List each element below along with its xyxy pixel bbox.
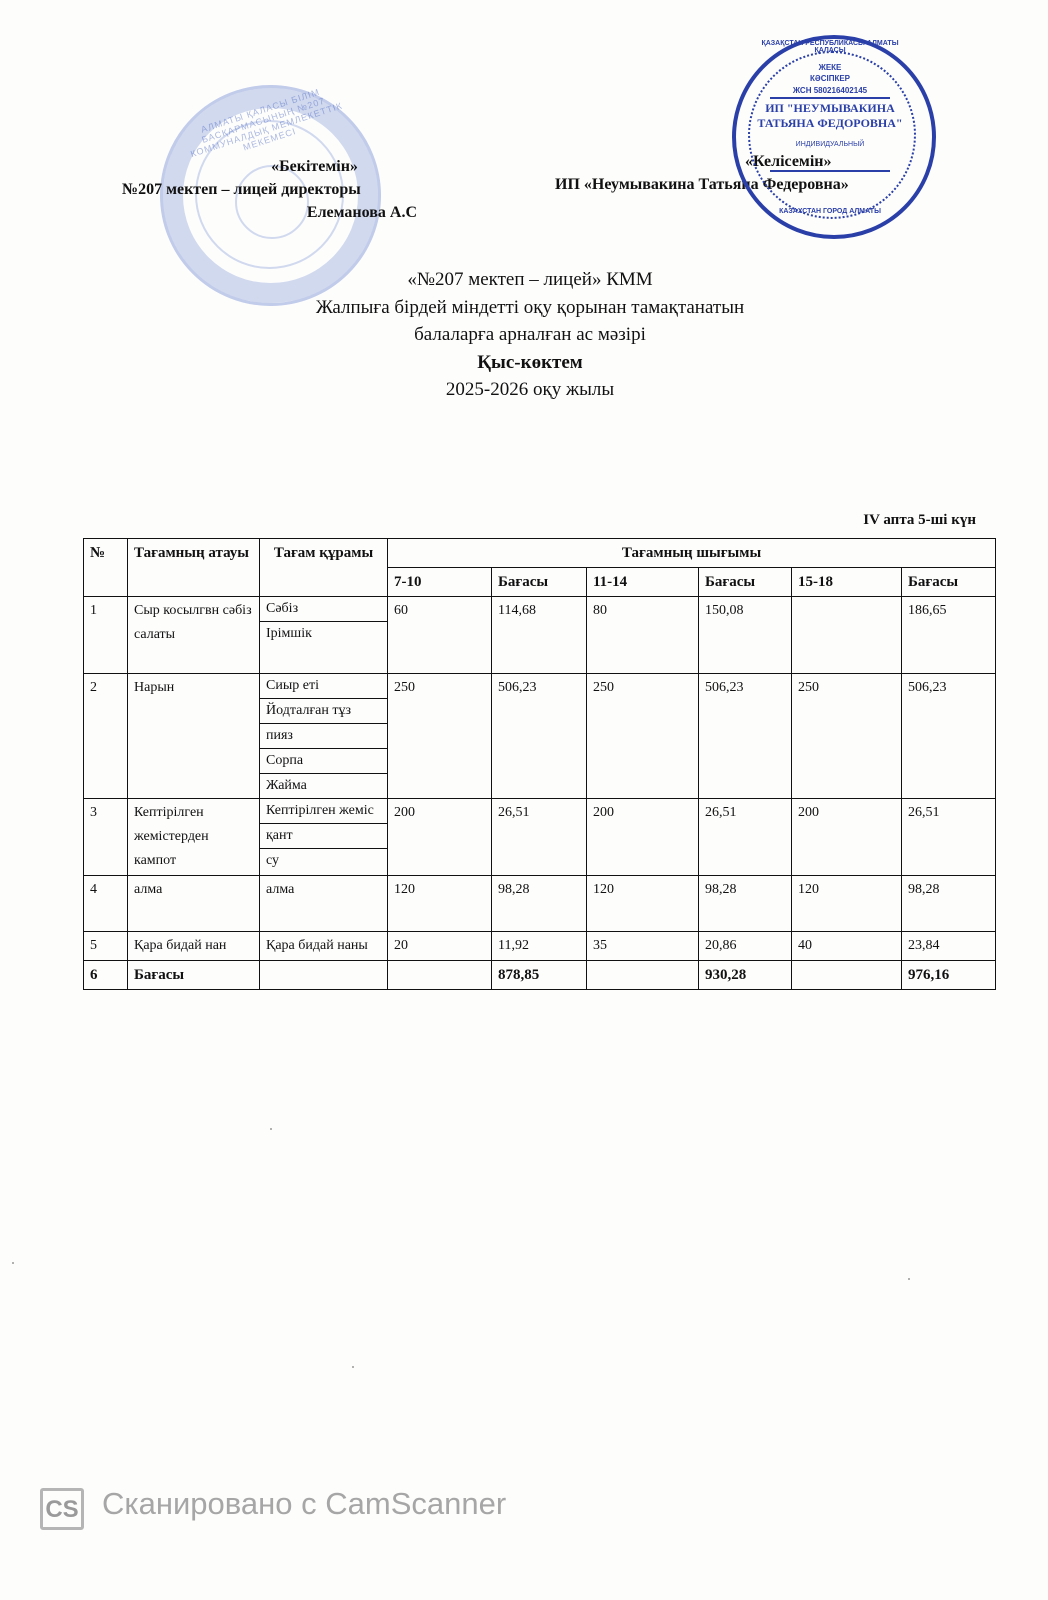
row-num: 1: [84, 597, 128, 674]
table-row: [84, 799, 996, 876]
camscanner-watermark: Сканировано с CamScanner: [102, 1486, 507, 1521]
price-7-10: 98,28: [492, 876, 587, 932]
supplier-stamp-edge-bottom: КАЗАХСТАН ГОРОД АЛМАТЫ: [779, 208, 881, 215]
grams-11-14: 35: [587, 932, 699, 961]
price-11-14: 506,23: [699, 674, 792, 799]
ingredient: Қара бидай наны: [260, 932, 388, 961]
dish-name: Нарын: [128, 674, 260, 799]
stamp-text: ЖЕКЕ: [818, 63, 842, 72]
title-line-1: Жалпыға бірдей міндетті оқу қорынан тамақтанатын: [315, 296, 745, 318]
price-7-10: 26,51: [492, 799, 587, 876]
week-day-label: IV апта 5-ші күн: [863, 512, 976, 528]
grams-15-18: [792, 597, 902, 674]
ingredient: пияз: [260, 724, 387, 749]
ingredient: алма: [260, 876, 388, 932]
row-num: 5: [84, 932, 128, 961]
header-num: №: [84, 539, 128, 597]
table-row: [84, 674, 996, 799]
empty-cell: [792, 961, 902, 990]
school-year: 2025-2026 оқу жылы: [445, 379, 615, 400]
ingredient: Йодталған тұз: [260, 699, 387, 724]
price-11-14: 26,51: [699, 799, 792, 876]
empty-cell: [260, 961, 388, 990]
price-7-10: 11,92: [492, 932, 587, 961]
stamp-divider: [770, 170, 890, 172]
header-price: Бағасы: [492, 568, 587, 597]
total-price-7-10: 878,85: [492, 961, 587, 990]
header-age-15-18: 15-18: [792, 568, 902, 597]
ingredient: Сәбіз: [260, 597, 387, 622]
price-15-18: 23,84: [902, 932, 996, 961]
total-price-11-14: 930,28: [699, 961, 792, 990]
stamp-text: КӘСІПКЕР: [810, 74, 850, 83]
scan-speck: [270, 1128, 272, 1130]
grams-7-10: 120: [388, 876, 492, 932]
dish-name: Сыр косылгвн сәбіз салаты: [128, 597, 260, 674]
price-7-10: 506,23: [492, 674, 587, 799]
supplier-stamp-edge-top: ҚАЗАҚСТАН РЕСПУБЛИКАСЫ АЛМАТЫ ҚАЛАСЫ: [761, 40, 899, 54]
total-label: Бағасы: [128, 961, 260, 990]
ingredients: [260, 597, 388, 674]
price-15-18: 26,51: [902, 799, 996, 876]
grams-11-14: 200: [587, 799, 699, 876]
agreement-supplier: ИП «Неумывакина Татьяна Федеровна»: [555, 176, 849, 193]
empty-cell: [587, 961, 699, 990]
grams-7-10: 20: [388, 932, 492, 961]
ingredient: қант: [260, 824, 387, 849]
header-age-7-10: 7-10: [388, 568, 492, 597]
price-11-14: 20,86: [699, 932, 792, 961]
dish-name: алма: [128, 876, 260, 932]
table-total-row: [84, 961, 996, 990]
dish-name: Кептірілген жемістерден кампот: [128, 799, 260, 876]
ingredient: су: [266, 853, 280, 868]
price-15-18: 98,28: [902, 876, 996, 932]
scan-speck: [12, 1262, 14, 1264]
row-num: 6: [84, 961, 128, 990]
table-row: [84, 597, 996, 674]
empty-cell: [388, 961, 492, 990]
header-age-11-14: 11-14: [587, 568, 699, 597]
ingredient: Ірімшік: [266, 626, 312, 641]
stamp-name: ИП "НЕУМЫВАКИНА: [765, 101, 895, 115]
ingredient: Жайма: [266, 778, 307, 793]
scan-speck: [352, 1366, 354, 1368]
season: Қыс-көктем: [477, 351, 583, 373]
price-7-10: 114,68: [492, 597, 587, 674]
table-row: [84, 876, 996, 932]
grams-15-18: 40: [792, 932, 902, 961]
grams-15-18: 200: [792, 799, 902, 876]
row-num: 2: [84, 674, 128, 799]
ingredient: Кептірілген жеміс: [260, 799, 387, 824]
ingredients: [260, 674, 388, 799]
grams-15-18: 120: [792, 876, 902, 932]
ingredient: Сиыр еті: [260, 674, 387, 699]
grams-7-10: 60: [388, 597, 492, 674]
table-header-row: [84, 539, 996, 568]
row-num: 3: [84, 799, 128, 876]
approval-signer: Елеманова А.С: [306, 204, 417, 221]
grams-7-10: 250: [388, 674, 492, 799]
grams-15-18: 250: [792, 674, 902, 799]
approval-block-left: [122, 155, 462, 224]
stamp-name: ТАТЬЯНА ФЕДОРОВНА": [757, 116, 903, 130]
stamp-iin: ЖСН 580216402145: [792, 86, 868, 95]
school-stamp-text: АЛМАТЫ ҚАЛАСЫ БІЛІМ БАСҚАРМАСЫНЫҢ №207 КОММУНАЛДЫҚ МЕМЛЕКЕТТІК МЕКЕМЕСІ: [189, 86, 344, 160]
agreement-title: «Келісемін»: [745, 153, 832, 170]
ingredients: [260, 799, 388, 876]
approval-title: «Бекітемін»: [271, 158, 358, 175]
header-price: Бағасы: [699, 568, 792, 597]
header-name: Тағамның атауы: [128, 539, 260, 597]
grams-7-10: 200: [388, 799, 492, 876]
supplier-stamp-content: [752, 62, 908, 148]
row-num: 4: [84, 876, 128, 932]
org-name: «№207 мектеп – лицей» КММ: [407, 269, 653, 290]
title-line-2: балаларға арналған ас мәзірі: [414, 324, 646, 345]
dish-name: Қара бидай нан: [128, 932, 260, 961]
header-output: Тағамның шығымы: [388, 539, 996, 568]
grams-11-14: 250: [587, 674, 699, 799]
price-15-18: 186,65: [902, 597, 996, 674]
table-row: [84, 932, 996, 961]
scan-speck: [908, 1278, 910, 1280]
menu-table: [83, 538, 996, 990]
header-price: Бағасы: [902, 568, 996, 597]
price-11-14: 98,28: [699, 876, 792, 932]
document-title: [200, 266, 860, 404]
grams-11-14: 80: [587, 597, 699, 674]
total-price-15-18: 976,16: [902, 961, 996, 990]
header-composition: Тағам құрамы: [260, 539, 388, 597]
price-11-14: 150,08: [699, 597, 792, 674]
stamp-text: ИНДИВИДУАЛЬНЫЙ: [795, 141, 865, 148]
ingredient: Сорпа: [260, 749, 387, 774]
grams-11-14: 120: [587, 876, 699, 932]
approval-position: №207 мектеп – лицей директоры: [122, 181, 361, 198]
camscanner-logo-icon: CS: [40, 1488, 84, 1530]
price-15-18: 506,23: [902, 674, 996, 799]
